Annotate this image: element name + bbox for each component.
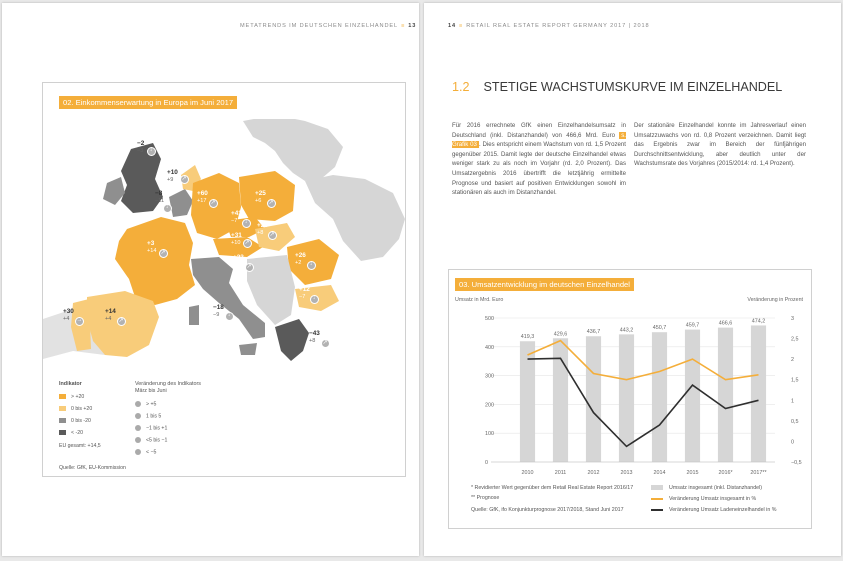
legend-swatch: [59, 406, 66, 411]
bar: [685, 330, 700, 462]
left-page: [2, 3, 419, 556]
change-indicator-icon: [268, 231, 277, 240]
chart-ylabel-right: Veränderung in Prozent: [747, 297, 803, 303]
figure-reference-link[interactable]: s. Grafik 03: [452, 131, 626, 149]
change-indicator-icon: [75, 317, 84, 326]
y-tick-label-right: 1: [791, 398, 794, 405]
bar-value-label: 443,2: [619, 327, 634, 334]
body-column-1: Für 2016 errechnete GfK einen Einzelhandelsumsatz in Deutschland (inkl. Distanzhandel) von 466,6 Mrd. Euro s. Grafik 03 . Dies entspricht einem Wachstum von rd. 1,5 Prozent gegenüber 2015. Damit legte der deutsche Einzelhandel etwas weniger stark zu als noch im Vorjahr (rd. 2,0 Prozent). Das Umsatzergebnis 2016 übertrifft die letztjährig ermittelte Prognose und basiert auf positiven Entwicklungen sowohl im stationären als auch im Distanzhandel.: [452, 122, 626, 197]
revenue-chart: [449, 270, 811, 480]
x-tick-label: 2015: [686, 470, 699, 476]
arrow-up-right-icon: [135, 401, 141, 407]
y-tick-label-right: −0,5: [791, 460, 802, 466]
bar-value-label: 450,7: [652, 325, 667, 332]
map-region-benelux: [169, 189, 193, 217]
page-number: 13: [408, 23, 417, 29]
map-label-poland: +25 +6: [255, 190, 266, 204]
legend-swatch: [59, 418, 66, 423]
change-legend-item: > +5: [135, 401, 156, 407]
y-tick-label-left: 500: [485, 316, 494, 322]
change-legend-item: −1 bis +1: [135, 425, 167, 431]
change-legend-item: 1 bis 5: [135, 413, 161, 419]
change-indicator-icon: [242, 219, 251, 228]
map-label-czechia: +41 −7: [231, 210, 242, 224]
running-head-text: METATRENDS IM DEUTSCHEN EINZELHANDEL: [240, 23, 399, 29]
change-legend-item: < −5: [135, 449, 156, 455]
chart-source: Quelle: GfK, ifo Konjunkturprognose 2017/2018, Stand Juni 2017: [471, 507, 624, 513]
legend-item: 0 bis +20: [59, 406, 92, 412]
page-number: 14: [448, 23, 457, 29]
map-label-hungary: +23 +9: [233, 254, 244, 268]
change-indicator-icon: [117, 317, 126, 326]
map-label-ireland-north: −2 −3: [137, 140, 145, 154]
bar: [652, 332, 667, 462]
chart-figure-box: [448, 269, 812, 529]
legend-item-revenue: Umsatz insgesamt (inkl. Distanzhandel): [651, 485, 762, 491]
map-region-scandinavia: [243, 119, 343, 181]
map-label-spain: +14 +4: [105, 308, 116, 322]
bar-value-label: 419,3: [520, 334, 535, 341]
footnote-forecast: ** Prognose: [471, 495, 500, 501]
legend-swatch: [59, 430, 66, 435]
map-label-bulgaria: +12 −7: [299, 286, 310, 300]
map-region-sicily: [239, 343, 257, 355]
x-tick-label: 2011: [554, 470, 567, 476]
change-indicator-icon: [321, 339, 330, 348]
map-label-austria: +31 +10: [231, 232, 242, 246]
y-tick-label-right: 2,5: [791, 336, 799, 343]
running-head-separator-icon: ≡: [459, 23, 464, 29]
change-indicator-icon: [310, 295, 319, 304]
x-tick-label: 2016*: [718, 470, 733, 476]
map-label-portugal: +30 +4: [63, 308, 74, 322]
map-label-italy: −18 −9: [213, 304, 224, 318]
y-tick-label-left: 200: [485, 402, 494, 409]
map-region-greece: [275, 319, 309, 361]
bar-value-label: 466,6: [718, 320, 733, 327]
map-label-germany: +60 +17: [197, 190, 208, 204]
bar: [553, 338, 568, 462]
map-region-poland: [239, 171, 295, 221]
arrow-up-right-icon: [135, 413, 141, 419]
change-legend-item: <5 bis −1: [135, 437, 167, 443]
bar-value-label: 429,6: [553, 331, 568, 338]
map-label-romania: +26 +2: [295, 252, 306, 266]
running-head-separator-icon: ≡: [401, 23, 406, 29]
bar-value-label: 474,2: [751, 318, 766, 325]
y-tick-label-left: 100: [485, 431, 494, 438]
legend-item: > +20: [59, 394, 84, 400]
arrow-down-icon: [135, 449, 141, 455]
chart-title: 03. Umsatzentwicklung im deutschen Einzelhandel: [455, 278, 634, 291]
legend-item: < -20: [59, 430, 83, 436]
change-indicator-icon: [180, 175, 189, 184]
bar-value-label: 436,7: [586, 329, 601, 336]
arrow-right-icon: [135, 425, 141, 431]
bar: [751, 325, 766, 462]
section-number: 1.2: [452, 80, 470, 94]
map-label-uk: −8 −11: [155, 190, 165, 204]
bar: [718, 328, 733, 462]
legend-item-change-total: Veränderung Umsatz insgesamt in %: [651, 496, 756, 502]
change-indicator-icon: [159, 249, 168, 258]
x-tick-label: 2012: [587, 470, 600, 476]
y-tick-label-left: 0: [485, 460, 488, 466]
map-source: Quelle: GfK, EU-Kommission: [59, 465, 126, 471]
section-title: [452, 80, 782, 94]
x-tick-label: 2014: [653, 470, 666, 476]
map-figure-title: 02. Einkommenserwartung in Europa im Juni 2017: [59, 96, 237, 109]
x-tick-label: 2010: [521, 470, 534, 476]
change-indicator-icon: [245, 263, 254, 272]
map-label-greece: −43 +8: [309, 330, 320, 344]
x-tick-label: 2017**: [750, 470, 767, 476]
legend-title: Indikator: [59, 381, 82, 387]
change-indicator-icon: [225, 312, 234, 321]
change-legend-title: Veränderung des Indikators: [135, 381, 201, 387]
running-head-text: RETAIL REAL ESTATE REPORT GERMANY 2017 | 2018: [466, 23, 650, 29]
section-title-text: STETIGE WACHSTUMSKURVE IM EINZELHANDEL: [483, 80, 783, 94]
change-indicator-icon: [307, 261, 316, 270]
body-column-2: Der stationäre Einzelhandel konnte im Jahresverlauf einen Umsatzzuwachs von rd. 0,8 Prozent verzeichnen. Damit liegt das Ergebnis zwar im Bereich der fünfjährigen Durchschnittsentwicklung, aber deutlich unter der Wachstumsrate des Vorjahres (2015/2014: rd. 1,4 Prozent).: [634, 122, 806, 168]
x-tick-label: 2013: [620, 470, 633, 476]
footnote-revised: * Revidierter Wert gegenüber dem Retail Real Estate Report 2016/17: [471, 485, 634, 491]
change-indicator-icon: [243, 239, 252, 248]
y-tick-label-right: 3: [791, 316, 794, 322]
eu-total: EU gesamt: +14,5: [59, 443, 101, 449]
running-head-left: [240, 23, 416, 29]
legend-swatch-line: [651, 509, 663, 511]
map-label-netherlands: +10 +9: [167, 169, 178, 183]
change-legend-subtitle: März bis Juni: [135, 388, 167, 394]
change-indicator-icon: [163, 204, 172, 213]
arrow-down-right-icon: [135, 437, 141, 443]
y-tick-label-right: 2: [791, 357, 794, 364]
y-tick-label-right: 1,5: [791, 377, 799, 384]
y-tick-label-right: 0: [791, 439, 794, 446]
map-label-slovakia: +25 +8: [257, 222, 268, 236]
legend-item: 0 bis -20: [59, 418, 91, 424]
running-head-right: [448, 23, 650, 29]
y-tick-label-left: 300: [485, 373, 494, 380]
map-label-france: +3 +14: [147, 240, 157, 254]
change-indicator-icon: [267, 199, 276, 208]
change-indicator-icon: [147, 147, 156, 156]
change-indicator-icon: [209, 199, 218, 208]
bar: [586, 336, 601, 462]
legend-swatch: [59, 394, 66, 399]
map-region-sardinia: [189, 305, 199, 325]
europe-map: [43, 119, 405, 379]
right-page: [424, 3, 841, 556]
legend-item-change-store: Veränderung Umsatz Ladeneinzelhandel in %: [651, 507, 776, 513]
bar-value-label: 459,7: [685, 322, 700, 329]
y-tick-label-right: 0,5: [791, 418, 799, 425]
legend-swatch-line: [651, 498, 663, 500]
map-figure-box: [42, 82, 406, 477]
chart-ylabel-left: Umsatz in Mrd. Euro: [455, 297, 504, 303]
y-tick-label-left: 400: [485, 344, 494, 351]
legend-swatch-bar: [651, 485, 663, 490]
